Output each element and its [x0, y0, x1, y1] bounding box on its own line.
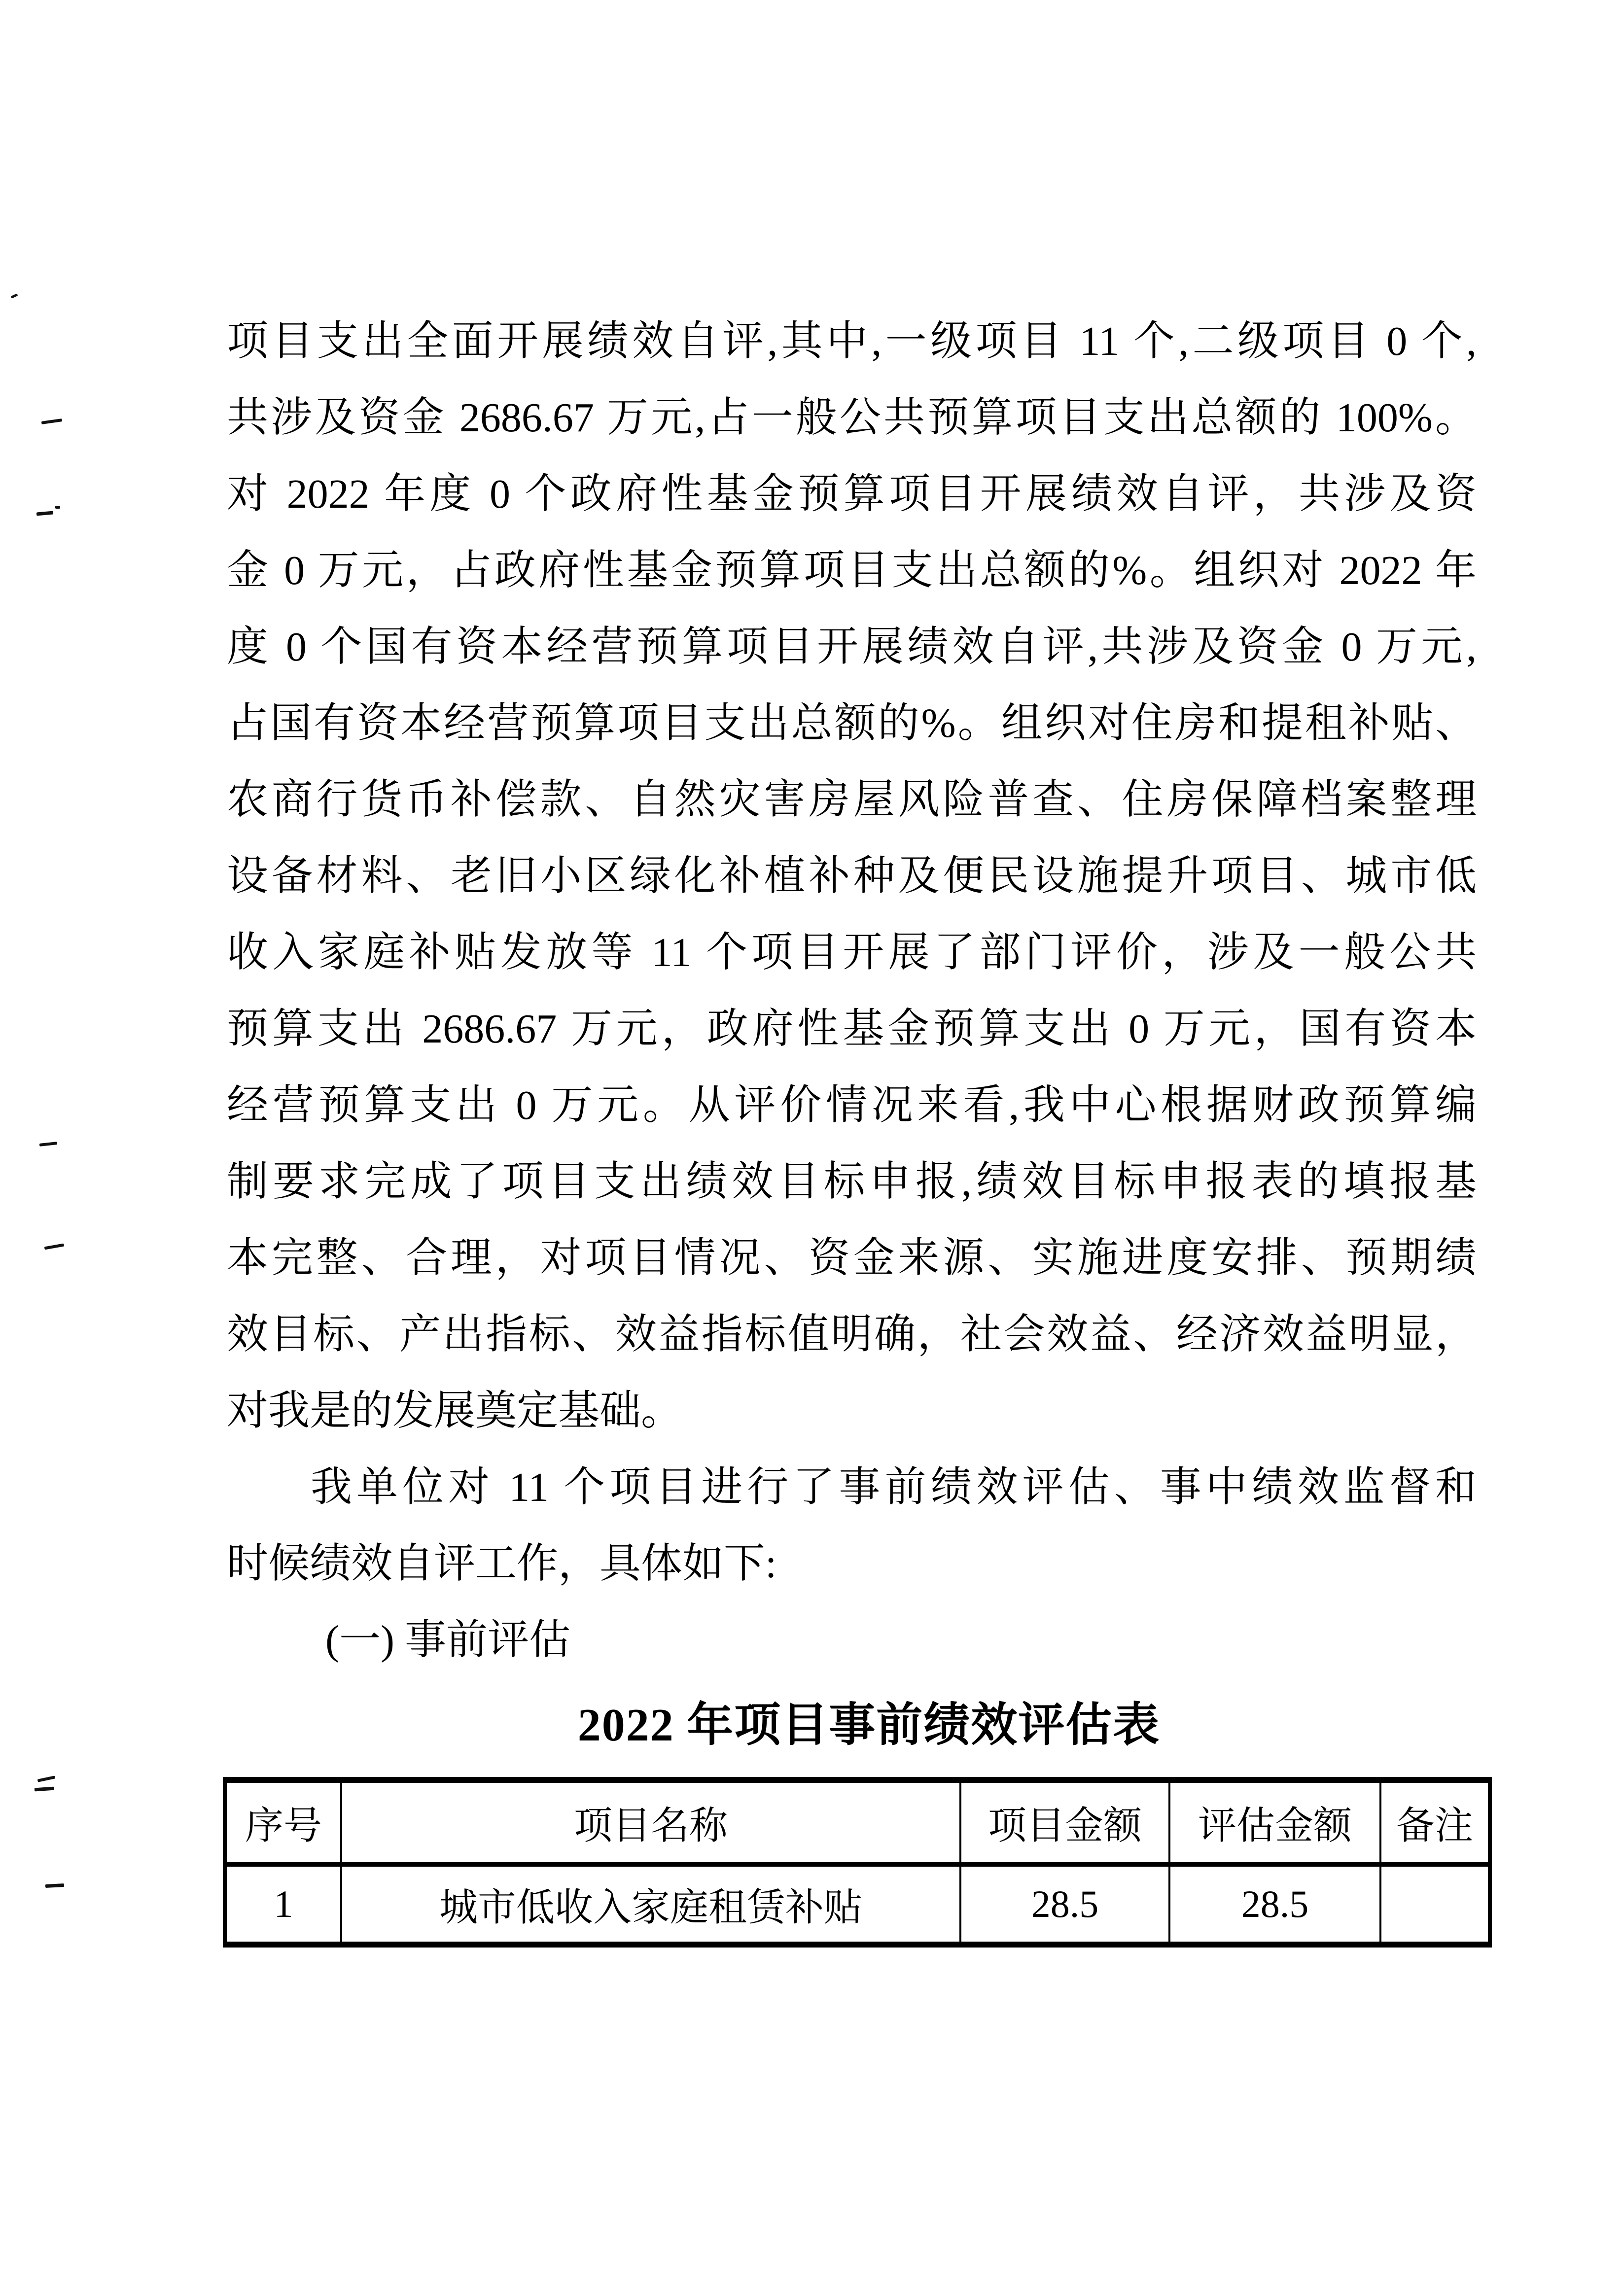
scan-artifact	[36, 511, 53, 516]
body-line: 我单位对 11 个项目进行了事前绩效评估、事中绩效监督和	[311, 1464, 1477, 1510]
cell-project-name: 城市低收入家庭租赁补贴	[341, 1864, 960, 1945]
scan-artifact	[35, 1787, 54, 1792]
body-line: 设备材料、老旧小区绿化补植补种及便民设施提升项目、城市低	[227, 853, 1477, 899]
body-line: 项目支出全面开展绩效自评,其中,一级项目 11 个,二级项目 0 个,	[227, 318, 1477, 364]
body-line: 收入家庭补贴发放等 11 个项目开展了部门评价，涉及一般公共	[227, 930, 1477, 975]
body-line: 预算支出 2686.67 万元，政府性基金预算支出 0 万元，国有资本	[227, 1006, 1477, 1052]
header-cell-assess-amount: 评估金额	[1169, 1780, 1380, 1864]
scan-artifact	[11, 293, 18, 298]
cell-remark	[1380, 1864, 1490, 1945]
cell-project-amount: 28.5	[960, 1864, 1169, 1945]
cell-assess-amount: 28.5	[1169, 1864, 1380, 1945]
pre-evaluation-table	[223, 1777, 1492, 1948]
scan-artifact	[41, 418, 62, 424]
body-line: 占国有资本经营预算项目支出总额的%。组织对住房和提租补贴、	[227, 700, 1477, 746]
cell-seq: 1	[225, 1864, 341, 1945]
table-header-row	[225, 1780, 1490, 1864]
scan-artifact	[37, 1775, 55, 1782]
body-line: 效目标、产出指标、效益指标值明确，社会效益、经济效益明显，	[227, 1312, 1477, 1357]
body-line: 共涉及资金 2686.67 万元,占一般公共预算项目支出总额的 100%。	[227, 395, 1477, 441]
header-cell-seq: 序号	[225, 1780, 341, 1864]
body-line: 本完整、合理，对项目情况、资金来源、实施进度安排、预期绩	[227, 1235, 1477, 1281]
body-line: 对我是的发展奠定基础。	[227, 1388, 683, 1434]
scan-artifact	[44, 1244, 64, 1250]
body-line: 时候绩效自评工作，具体如下:	[227, 1541, 777, 1587]
header-cell-project-amount: 项目金额	[960, 1780, 1169, 1864]
scan-artifact	[45, 1883, 64, 1888]
body-line: 度 0 个国有资本经营预算项目开展绩效自评,共涉及资金 0 万元,	[227, 624, 1477, 670]
body-text-block	[227, 303, 1477, 1678]
body-line: 制要求完成了项目支出绩效目标申报,绩效目标申报表的填报基	[227, 1159, 1477, 1205]
scan-artifact	[39, 1142, 57, 1147]
section-heading: (一) 事前评估	[325, 1617, 570, 1663]
body-line: 金 0 万元，占政府性基金预算项目支出总额的%。组织对 2022 年	[227, 548, 1477, 593]
body-line: 农商行货币补偿款、自然灾害房屋风险普查、住房保障档案整理	[227, 777, 1477, 823]
scan-artifact	[55, 506, 60, 509]
table-row	[225, 1864, 1490, 1945]
header-cell-project-name: 项目名称	[341, 1780, 960, 1864]
header-cell-remark: 备注	[1380, 1780, 1490, 1864]
body-line: 经营预算支出 0 万元。从评价情况来看,我中心根据财政预算编	[227, 1082, 1477, 1128]
body-line: 对 2022 年度 0 个政府性基金预算项目开展绩效自评，共涉及资	[227, 471, 1477, 517]
table-title: 2022 年项目事前绩效评估表	[577, 1700, 1161, 1751]
